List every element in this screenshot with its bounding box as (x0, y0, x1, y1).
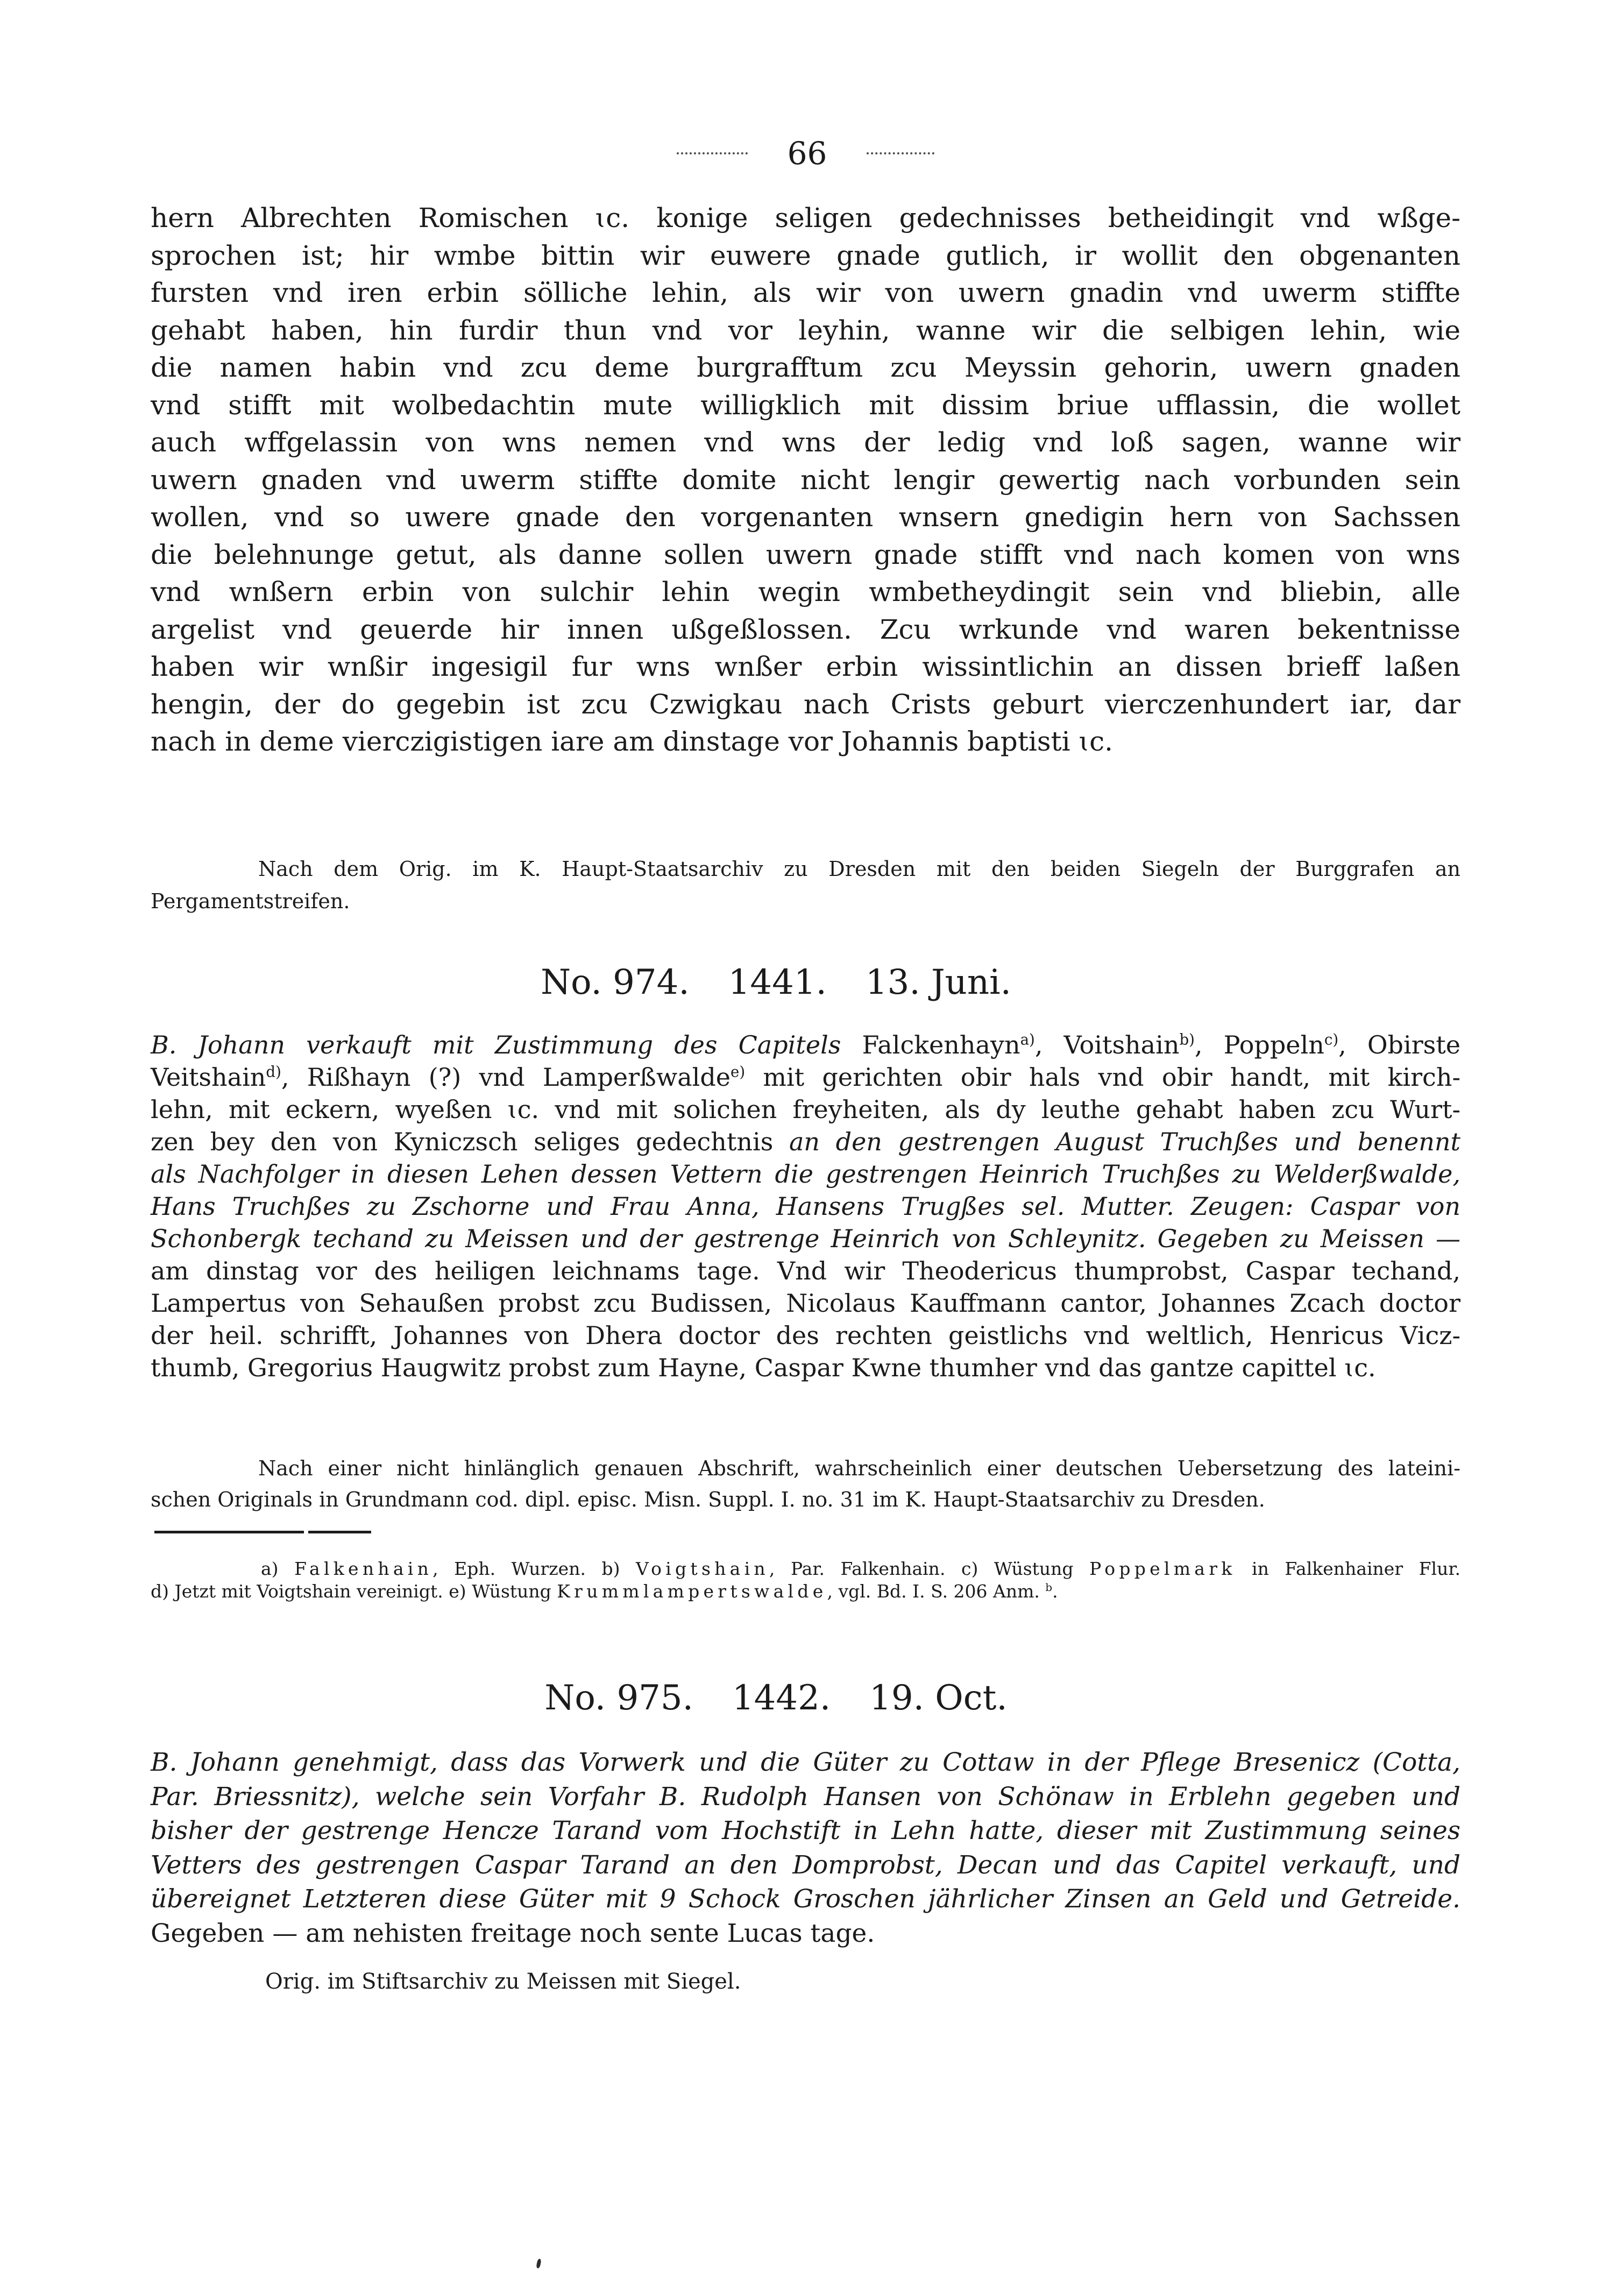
text-segment: auch wffgelassin von wns nemen vnd wns der ledig vnd loß sagen, wanne wir (151, 427, 1460, 458)
text-line (151, 1061, 1460, 1093)
text-segment: mit gerichten obir hals vnd obir handt, mit kirch- (745, 1063, 1460, 1092)
text-segment: schen Originals in Grundmann cod. dipl. episc. Misn. Suppl. I. no. 31 im K. Haupt-Staatsarchiv zu Dresden. (151, 1488, 1265, 1511)
text-line (151, 237, 1460, 275)
text-line (151, 1917, 1460, 1951)
text-segment: Nach dem Orig. im K. Haupt-Staatsarchiv zu Dresden mit den beiden Siegeln der Burggrafen an (258, 857, 1460, 881)
footnote-separator (154, 1531, 371, 1533)
text-line (151, 499, 1460, 536)
text-segment: uwern gnaden vnd uwerm stiffte domite nicht lengir gewertig nach vorbunden sein (151, 464, 1460, 496)
text-segment: sprochen ist; hir wmbe bittin wir euwere gnade gutlich, ir wollit den obgenanten (151, 239, 1460, 271)
entry-year: 1441. (728, 963, 827, 1002)
footnotes-974 (151, 1558, 1460, 1603)
text-segment: B. Johann genehmigt, dass das Vorwerk und die Güter zu Cottaw in der Pflege Bresenicz (Cotta, (151, 1748, 1460, 1777)
text-segment: , Obirste (1338, 1030, 1461, 1059)
text-segment: nach in deme vierczigistigen iare am dinstage vor Johannis baptisti ɩc. (151, 726, 1114, 757)
text-line (151, 1126, 1460, 1158)
text-line (151, 1814, 1460, 1848)
text-line (151, 312, 1460, 350)
entry-date: 19. Oct. (869, 1678, 1008, 1718)
entry-number: No. 974. (541, 963, 690, 1002)
text-segment: thumb, Gregorius Haugwitz probst zum Hayne, Caspar Kwne thumher vnd das gantze capittel ɩc. (151, 1353, 1376, 1382)
text-segment: Vetters des gestrengen Caspar Tarand an den Domprobst, Decan und das Capitel verkauft, und (151, 1850, 1460, 1880)
source-note-973 (151, 853, 1460, 917)
text-segment: hern Albrechten Romischen ɩc. konige seligen gedechnisses betheidingit vnd wßge- (151, 202, 1460, 234)
text-segment: , vgl. Bd. I. S. 206 Anm. (827, 1581, 1046, 1602)
entry-year: 1442. (732, 1678, 831, 1718)
text-segment: , Poppeln (1194, 1030, 1324, 1059)
footnote-ref: d) (266, 1063, 281, 1081)
text-segment: Pergamentstreifen. (151, 889, 350, 913)
text-line (151, 1558, 1460, 1580)
text-segment: vnd wnßern erbin von sulchir lehin wegin wmbetheydingit sein vnd bliebin, alle (151, 576, 1460, 607)
text-segment: argelist vnd geuerde hir innen ußgeßlossen. Zcu wrkunde vnd waren bekentnisse (151, 613, 1460, 645)
footnote-ref: b (1045, 1581, 1053, 1594)
footnote-ref: b) (1179, 1030, 1195, 1049)
text-line (151, 1029, 1460, 1061)
text-line (151, 1255, 1460, 1287)
regest-974-text (151, 1029, 1460, 1384)
text-line (151, 274, 1460, 312)
text-segment: Poppelmark (1089, 1558, 1236, 1579)
text-segment: die namen habin vnd zcu deme burgrafftum zcu Meyssin gehorin, uwern gnaden (151, 352, 1460, 383)
text-segment: Voigtshain (636, 1558, 769, 1579)
text-line (151, 462, 1460, 499)
text-line (151, 1093, 1460, 1126)
text-segment: Schonbergk techand zu Meissen und der gestrenge Heinrich von Schleynitz. Gegeben zu Meissen — (151, 1224, 1460, 1253)
source-note-text: Orig. im Stiftsarchiv zu Meissen mit Siegel. (265, 1969, 741, 1994)
text-line (151, 853, 1460, 885)
text-line (151, 536, 1460, 574)
entry-974-heading (121, 965, 1431, 1000)
text-segment: Veitshain (151, 1063, 266, 1092)
text-line (151, 1453, 1460, 1484)
text-segment: übereignet Letzteren diese Güter mit 9 Schock Groschen jährlicher Zinsen an Geld und Getreide. (151, 1884, 1460, 1914)
text-segment: , Voitshain (1034, 1030, 1180, 1059)
text-segment: zen bey den von Kyniczsch seliges gedechtnis (151, 1127, 789, 1156)
text-line (151, 1190, 1460, 1222)
text-line (151, 349, 1460, 387)
text-line (151, 723, 1460, 761)
footnote-ref: c) (1324, 1030, 1339, 1049)
text-segment: a) (261, 1558, 295, 1579)
source-note-974 (151, 1453, 1460, 1515)
text-segment: . (1052, 1581, 1058, 1602)
text-segment: Falckenhayn (862, 1030, 1020, 1059)
footnote-ref: e) (731, 1063, 746, 1081)
charter-text-continuation (151, 200, 1460, 761)
text-segment: lehn, mit eckern, wyeßen ɩc. vnd mit solichen freyheiten, als dy leuthe gehabt haben zcu Wurt- (151, 1095, 1460, 1124)
entry-975-heading (121, 1678, 1431, 1718)
text-line (151, 1222, 1460, 1255)
text-line (151, 387, 1460, 425)
page-number: 66 (787, 135, 827, 172)
text-segment: Krummlampertswalde (557, 1581, 827, 1602)
text-line (151, 1580, 1460, 1603)
text-segment: am dinstag vor des heiligen leichnams tage. Vnd wir Theodericus thumprobst, Caspar techand, (151, 1256, 1460, 1285)
entry-number: No. 975. (544, 1678, 693, 1718)
text-line (151, 611, 1460, 649)
page-header (151, 135, 1460, 172)
text-segment: Par. Briessnitz), welche sein Vorfahr B. Rudolph Hansen von Schönaw in Erblehn gegeben und (151, 1781, 1460, 1812)
header-rule-right (867, 152, 934, 154)
regest-975-text (151, 1745, 1460, 1950)
text-line (151, 648, 1460, 686)
text-segment: als Nachfolger in diesen Lehen dessen Vettern die gestrengen Heinrich Truchßes zu Welderßwalde, (151, 1159, 1460, 1189)
text-line (151, 200, 1460, 237)
text-line (151, 424, 1460, 462)
text-segment: d) Jetzt mit Voigtshain vereinigt. e) Wüstung (151, 1581, 557, 1602)
text-segment: bisher der gestrenge Hencze Tarand vom Hochstift in Lehn hatte, dieser mit Zustimmung seines (151, 1816, 1460, 1845)
text-segment: , Par. Falkenhain. c) Wüstung (769, 1558, 1090, 1579)
text-segment: Hans Truchßes zu Zschorne und Frau Anna, Hansens Trugßes sel. Mutter. Zeugen: Caspar von (151, 1192, 1460, 1221)
text-line (151, 1848, 1460, 1883)
text-line (151, 885, 1460, 917)
text-line (151, 1882, 1460, 1917)
text-segment: , Eph. Wurzen. b) (432, 1558, 636, 1579)
text-line (151, 1352, 1460, 1384)
text-line (151, 686, 1460, 724)
text-segment: in Falkenhainer Flur. (1236, 1558, 1460, 1579)
text-segment: der heil. schrifft, Johannes von Dhera doctor des rechten geistlichs vnd weltlich, Henricus Vicz- (151, 1321, 1460, 1350)
source-note-975 (151, 1969, 1575, 1995)
text-segment: an den gestrengen August Truchßes und benennt (789, 1127, 1461, 1156)
text-line (151, 1287, 1460, 1319)
text-segment: gehabt haben, hin furdir thun vnd vor leyhin, wanne wir die selbigen lehin, wie (151, 314, 1460, 346)
text-line (151, 1158, 1460, 1190)
entry-date: 13. Juni. (865, 963, 1011, 1002)
text-segment: wollen, vnd so uwere gnade den vorgenanten wnsern gnedigin hern von Sachssen (151, 501, 1460, 533)
text-line (151, 1745, 1460, 1780)
text-segment: Gegeben — am nehisten freitage noch sente Lucas tage. (151, 1918, 875, 1948)
text-segment: Lampertus von Sehaußen probst zcu Budissen, Nicolaus Kauffmann cantor, Johannes Zcach doctor (151, 1289, 1460, 1318)
text-line (151, 1319, 1460, 1352)
text-segment: die belehnunge getut, als danne sollen uwern gnade stifft vnd nach komen von wns (151, 539, 1460, 570)
header-rule-left (677, 152, 748, 154)
text-line (151, 1484, 1460, 1515)
scan-speck (536, 2258, 542, 2268)
footnote-ref: a) (1020, 1030, 1035, 1049)
text-segment: , Rißhayn (?) vnd Lamperßwalde (281, 1063, 731, 1092)
text-line (151, 574, 1460, 611)
text-line (151, 1780, 1460, 1814)
text-segment: vnd stifft mit wolbedachtin mute willigklich mit dissim briue ufflassin, die wollet (151, 389, 1460, 421)
text-segment: haben wir wnßir ingesigil fur wns wnßer erbin wissintlichin an dissen brieff laßen (151, 651, 1460, 682)
text-segment: fursten vnd iren erbin sölliche lehin, als wir von uwern gnadin vnd uwerm stiffte (151, 277, 1460, 308)
text-segment: Nach einer nicht hinlänglich genauen Abschrift, wahrscheinlich einer deutschen Uebersetzung des lateini- (258, 1456, 1460, 1480)
text-segment: Falkenhain (294, 1558, 433, 1579)
text-segment: B. Johann verkauft mit Zustimmung des Capitels (151, 1030, 862, 1059)
text-segment: hengin, der do gegebin ist zcu Czwigkau nach Crists geburt vierczenhundert iar, dar (151, 688, 1460, 720)
